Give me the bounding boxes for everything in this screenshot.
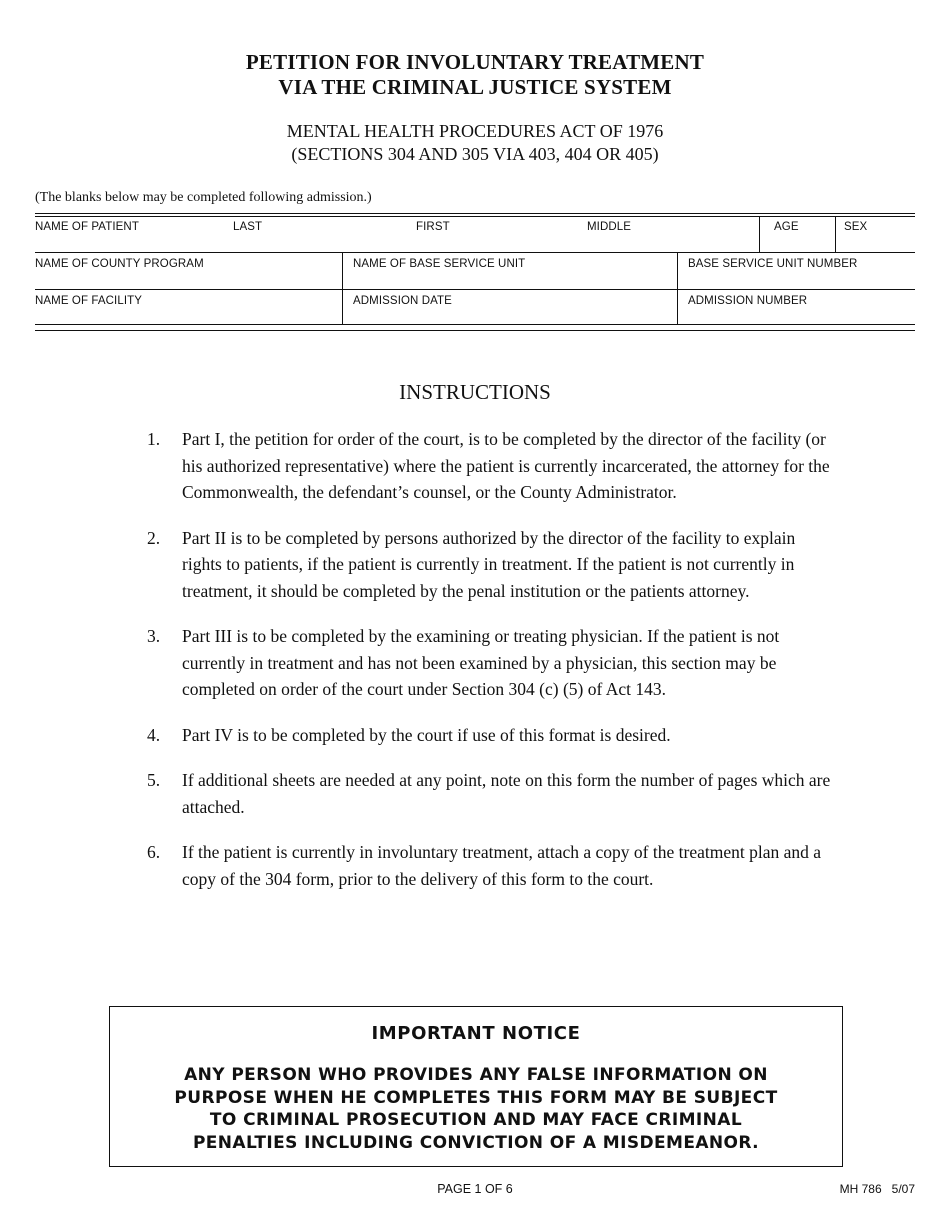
base-service-unit-number-field[interactable]: BASE SERVICE UNIT NUMBER <box>688 258 858 270</box>
divider <box>35 252 915 253</box>
divider <box>35 324 915 325</box>
item-number: 1. <box>147 429 161 449</box>
list-item <box>147 722 837 749</box>
age-field[interactable]: AGE <box>774 221 799 233</box>
item-number: 3. <box>147 626 161 646</box>
name-of-patient-field[interactable]: NAME OF PATIENT <box>35 221 139 233</box>
item-number: 5. <box>147 770 161 790</box>
notice-line-3: TO CRIMINAL PROSECUTION AND MAY FACE CRIMINAL <box>209 1110 743 1130</box>
divider <box>835 217 836 252</box>
item-number: 6. <box>147 842 161 862</box>
item-text: Part I, the petition for order of the court, is to be completed by the director of the facility (or his authorized representative) where the patient is currently incarcerated, the attorney for the Commonwealth, the defendant’s counsel, or the County Administrator. <box>182 429 830 502</box>
notice-body <box>130 1064 822 1154</box>
divider <box>759 217 760 252</box>
important-notice-box <box>109 1006 843 1167</box>
item-text: Part II is to be completed by persons authorized by the director of the facility to explain rights to patients, if the patient is currently in treatment. If the patient is not currently in treatment, it should be completed by the penal institution or the patients attorney. <box>182 527 796 601</box>
first-name-label: FIRST <box>416 221 450 233</box>
notice-line-1: ANY PERSON WHO PROVIDES ANY FALSE INFORMATION ON <box>184 1065 768 1085</box>
subtitle-line-2: (SECTIONS 304 AND 305 VIA 403, 404 OR 405) <box>291 144 659 164</box>
list-item <box>147 525 837 605</box>
subtitle-line-1: MENTAL HEALTH PROCEDURES ACT OF 1976 <box>286 121 664 141</box>
admission-date-field[interactable]: ADMISSION DATE <box>353 295 452 307</box>
item-text: If additional sheets are needed at any point, note on this form the number of pages which are attached. <box>182 770 831 817</box>
divider <box>342 253 343 324</box>
divider <box>35 289 915 290</box>
facility-field[interactable]: NAME OF FACILITY <box>35 295 143 307</box>
middle-name-label: MIDDLE <box>587 221 632 233</box>
instructions-list <box>147 426 837 911</box>
form-subtitle <box>0 120 950 166</box>
blanks-note: (The blanks below may be completed following admission.) <box>35 190 372 205</box>
item-text: If the patient is currently in involuntary treatment, attach a copy of the treatment plan and a copy of the 304 form, prior to the delivery of this form to the court. <box>182 842 821 889</box>
item-number: 2. <box>147 527 161 548</box>
title-line-1: PETITION FOR INVOLUNTARY TREATMENT <box>245 50 705 74</box>
item-text: Part IV is to be completed by the court if use of this format is desired. <box>182 724 671 745</box>
title-line-2: VIA THE CRIMINAL JUSTICE SYSTEM <box>278 75 672 99</box>
last-name-label: LAST <box>233 221 263 233</box>
item-text: Part III is to be completed by the examining or treating physician. If the patient is not currently in treatment and has not been examined by a physician, this section may be completed on order of the court under Section 304 (c) (5) of Act 143. <box>182 626 780 699</box>
notice-line-2: PURPOSE WHEN HE COMPLETES THIS FORM MAY BE SUBJECT <box>174 1087 778 1108</box>
list-item <box>147 623 837 703</box>
admission-number-field[interactable]: ADMISSION NUMBER <box>688 295 808 307</box>
instructions-heading: INSTRUCTIONS <box>399 380 551 404</box>
notice-title: IMPORTANT NOTICE <box>371 1023 581 1044</box>
base-service-unit-field[interactable]: NAME OF BASE SERVICE UNIT <box>353 258 526 270</box>
list-item <box>147 426 837 506</box>
form-code: MH 786 5/07 <box>839 1182 915 1196</box>
form-title <box>0 50 950 100</box>
list-item <box>147 767 837 820</box>
page-number: PAGE 1 OF 6 <box>437 1182 513 1196</box>
sex-field[interactable]: SEX <box>844 221 868 233</box>
patient-info-grid <box>35 213 915 331</box>
county-program-field[interactable]: NAME OF COUNTY PROGRAM <box>35 258 204 270</box>
divider <box>35 216 915 217</box>
divider <box>677 253 678 324</box>
notice-line-4: PENALTIES INCLUDING CONVICTION OF A MISDEMEANOR. <box>192 1132 760 1153</box>
list-item <box>147 839 837 892</box>
item-number: 4. <box>147 724 161 745</box>
